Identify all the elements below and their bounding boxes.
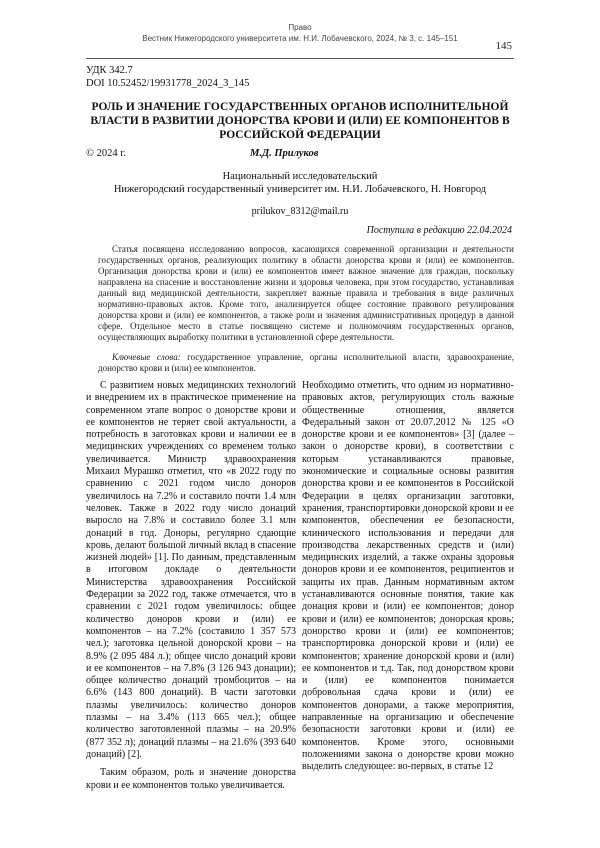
body-column-right xyxy=(302,380,514,780)
abstract: Статья посвящена исследованию вопросов, касающихся современной организации и деятельности государственных органов, реализующих политику в области донорства крови и (или) ее компонентов. Организация донорства крови и (или) ее компонентов имеет важное значение для граждан, поскольку направлена на спасение и восстановление жизни и здоровья человека, при этом государство, устанавливая данный вид медицинской деятельности, закрепляет важные правила и требования в виде различных нормативно-правовых актов. Кроме того, анализируется общее состояние правового регулирования донорства крови и (или) ее компонентов, а также роли и значения административных процедур в данной сфере. Отдельное место в статье посвящено системе и полномочиям государственных органов, осуществляющих выработку политики в установленной сфере деятельности. xyxy=(98,244,514,342)
body-paragraph: С развитием новых медицинских технологий и внедрением их в практическое применение на современном этапе вопрос о донорстве крови и ее компонентов не теряет свой актуальности, а потребность в заготовках крови и наличии ее в медицинских учреждениях со временем только увеличивается. Министр здравоохранения Михаил Мурашко отметил, что «в 2022 году по сравнению с 2021 годом число доноров увеличилось на 7.2% и составило почти 1.4 млн человек. Также в 2022 году число донаций выросло на 7.8% и составило более 3.1 млн донаций в год. Доноры, регулярно сдающие кровь, делают большой личный вклад в спасение жизней людей» [1]. По данным, представленным в итоговом докладе о деятельности Министерства здравоохранения Российской Федерации за 2022 год, также отмечается, что в сравнении с 2021 годом увеличилось: общее количество доноров крови и (или) ее компонентов – на 7.2% (составило 1 357 573 чел.); заготовка цельной донорской крови – на 8.9% (2 095 484 л.); общее число донаций крови и ее компонентов – на 7.8% (3 126 943 донации); общее количество донаций тромбоцитов – на 6.6% (143 800 донаций). В части заготовки плазмы увеличилось: количество доноров плазмы – на 3.4% (113 665 чел.); общее количество заготовленной плазмы – на 20.9% (877 352 л); донаций плазмы – на 21.6% (393 640 донаций) [2]. xyxy=(86,380,296,760)
header-divider xyxy=(86,58,514,59)
author-affiliation xyxy=(86,170,514,196)
page-number: 145 xyxy=(495,40,512,52)
body-paragraph: Таким образом, роль и значение донорства крови и ее компонентов только увеличивается. xyxy=(86,767,296,791)
journal-section: Право xyxy=(288,23,312,32)
author-name: М.Д. Прилуков xyxy=(250,148,319,159)
udk-code: УДК 342.7 xyxy=(86,65,133,76)
received-date: Поступила в редакцию 22.04.2024 xyxy=(366,225,512,236)
body-paragraph: Необходимо отметить, что одним из нормативно-правовых актов, регулирующих столь важные общественные отношения, является Федеральный закон от 20.07.2012 № 125 «О донорстве крови и ее компонентов» [3] (далее – закон о донорстве крови), в соответствии с которым устанавливаются правовые, экономические и социальные основы развития донорства крови и ее компонентов в Российской Федерации в целях организации заготовки, хранения, транспортировки донорской крови и ее компонентов, обеспечения ее безопасности, клинического использования и передачи для производства лекарственных средств и (или) медицинских изделий, а также охраны здоровья доноров крови и ее компонентов, реципиентов и защиты их прав. Данным нормативным актом устанавливаются основные понятия, такие как донация крови и (или) ее компонентов; донор крови и (или) ее компонентов; донорская кровь; донорство крови и (или) ее компонентов; транспортировка донорской крови и (или) ее компонентов; хранение донорской крови и (или) ее компонентов и т.д. Так, под донорством крови и (или) ее компонентов понимается добровольная сдача крови и (или) ее компонентов донорами, а также мероприятия, направленные на организацию и обеспечение безопасности заготовки крови и (или) ее компонентов. Кроме этого, основными положениями закона о донорстве крови можно выделить следующее: во-первых, в статье 12 xyxy=(302,380,514,773)
doi: DOI 10.52452/19931778_2024_3_145 xyxy=(86,78,250,89)
keywords-label: Ключевые слова: xyxy=(112,352,181,362)
affiliation-line-1: Национальный исследовательский xyxy=(222,171,378,182)
body-column-left xyxy=(86,380,296,798)
affiliation-line-2: Нижегородский государственный университет им. Н.И. Лобачевского, Н. Новгород xyxy=(113,184,487,195)
keywords-text: государственное управление, органы исполнительной власти, здравоохранение, донорство крови и (или) ее компонентов. xyxy=(98,352,514,373)
author-email: prilukov_8312@mail.ru xyxy=(251,206,349,217)
copyright-year: © 2024 г. xyxy=(86,148,126,159)
journal-citation: Вестник Нижегородского университета им. Н.И. Лобачевского, 2024, № 3, с. 145–151 xyxy=(142,34,458,43)
article-identifiers xyxy=(86,64,249,90)
article-title: РОЛЬ И ЗНАЧЕНИЕ ГОСУДАРСТВЕННЫХ ОРГАНОВ ИСПОЛНИТЕЛЬНОЙ ВЛАСТИ В РАЗВИТИИ ДОНОРСТВА КРОВИ И (ИЛИ) ЕЕ КОМПОНЕНТОВ В РОССИЙСКОЙ ФЕДЕРАЦИИ xyxy=(90,101,510,141)
keywords xyxy=(98,352,514,374)
